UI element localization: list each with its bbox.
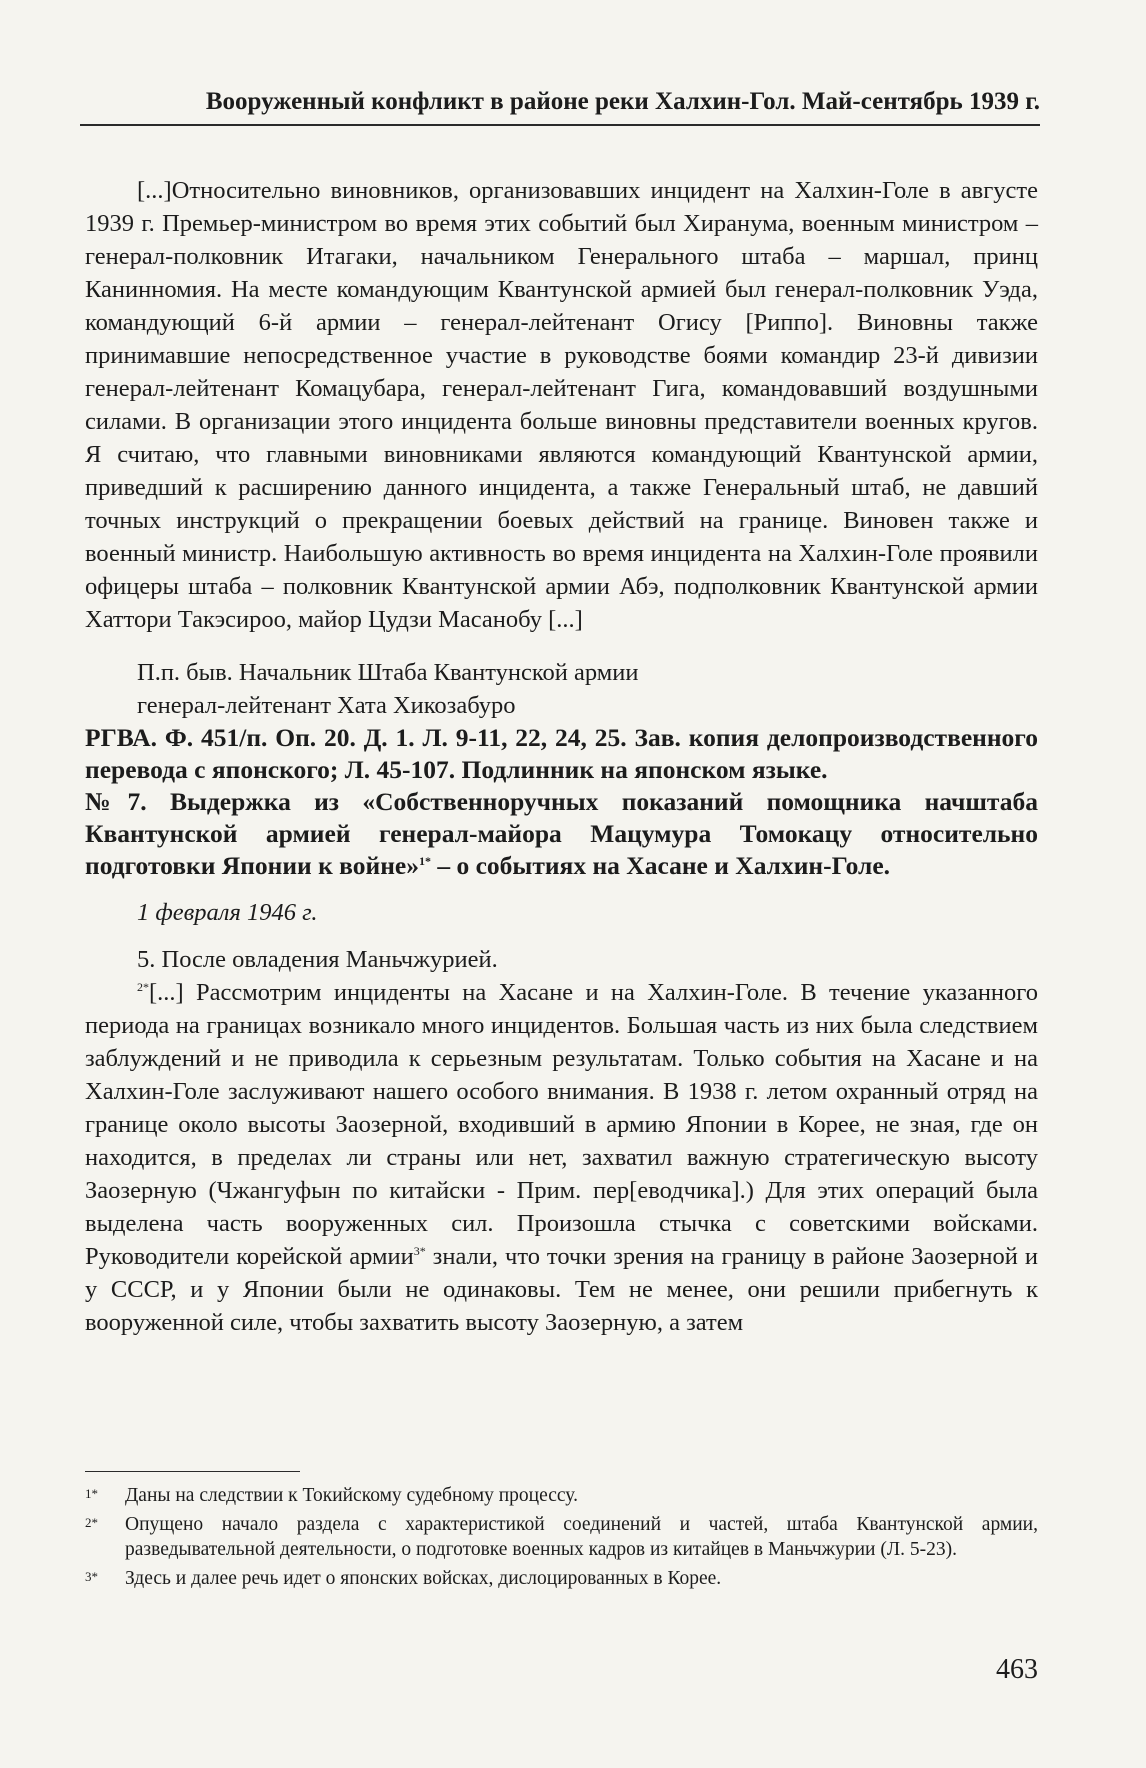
signature-block xyxy=(85,656,1038,722)
running-header: Вооруженный конфликт в районе реки Халхин-Гол. Май-сентябрь 1939 г. xyxy=(80,86,1040,126)
footnote-ref-3: 3* xyxy=(413,1244,426,1258)
footnote-text: Даны на следствии к Токийскому судебному процессу. xyxy=(125,1485,578,1506)
document-body-part2: знали, что точки зрения на границу в районе Заозерной и у СССР, и у Японии были не одинаковы. Тем не менее, они решили прибегнуть к вооруженной силе, чтобы захватить высоту Заозерную, а затем xyxy=(85,1243,1038,1336)
archive-reference: РГВА. Ф. 451/п. Оп. 20. Д. 1. Л. 9-11, 22, 24, 25. Зав. копия делопроизводственного перевода с японского; Л. 45-107. Подлинник на японском языке. xyxy=(85,723,1038,784)
section-title: 5. После овладения Маньчжурией. xyxy=(137,946,498,973)
testimony-paragraph: [...]Относительно виновников, организовавших инцидент на Халхин-Голе в августе 1939 г. Премьер-министром во время этих событий был Хиранума, военным министром – генерал-полковник Итагаки, начальником Генерального штаба – маршал, принц Канинномия. На месте командующим Квантунской армией был генерал-полковник Уэда, командующий 6-й армии – генерал-лейтенант Огису [Риппо]. Виновны также принимавшие непосредственное участие в руководстве боями командир 23-й дивизии генерал-лейтенант Комацубара, генерал-лейтенант Гига, командовавший воздушными силами. В организации этого инцидента больше виновны представители военных кругов. Я считаю, что главными виновниками являются командующий Квантунской армии, приведший к расширению данного инцидента, а также Генеральный штаб, не давший точных инструкций о прекращении боевых действий на границе. Виновен также и военный министр. Наибольшую активность во время инцидента на Халхин-Голе проявили офицеры штаба – полковник Квантунской армии Абэ, подполковник Квантунской армии Хаттори Такэсироо, майор Цудзи Масанобу [...] xyxy=(85,177,1038,633)
footnote-mark: 1* xyxy=(85,1486,98,1501)
signature-name: генерал-лейтенант Хата Хикозабуро xyxy=(137,692,516,719)
document-body-part1: [...] Рассмотрим инциденты на Хасане и на Халхин-Голе. В течение указанного периода на границах возникало много инцидентов. Большая часть из них была следствием заблуждений и не приводила к серьезным результатам. Только события на Хасане и на Халхин-Голе заслуживают нашего особого внимания. В 1938 г. летом охранный отряд на границе около высоты Заозерной, входивший в армию Японии в Корее, не зная, где он находится, в пределах ли страны или нет, захватил важную стратегическую высоту Заозерную (Чжангуфын по китайски - Прим. пер[еводчика].) Для этих операций была выделена часть вооруженных сил. Произошла стычка с советскими войсками. Руководители корейской армии xyxy=(85,979,1038,1270)
document-date: 1 февраля 1946 г. xyxy=(137,899,318,926)
document-heading xyxy=(85,786,1038,882)
signature-title: П.п. быв. Начальник Штаба Квантунской армии xyxy=(137,659,639,686)
main-text xyxy=(85,174,1038,1339)
footnote-text: Опущено начало раздела с характеристикой соединений и частей, штаба Квантунской армии, разведывательной деятельности, о подготовке военных кадров из китайцев в Маньчжурии (Л. 5-23). xyxy=(125,1514,1038,1560)
footnote-divider xyxy=(85,1471,300,1472)
document-body-paragraph xyxy=(85,976,1038,1339)
footnote-text: Здесь и далее речь идет о японских войсках, дислоцированных в Корее. xyxy=(125,1568,722,1589)
footnote-ref-2: 2* xyxy=(137,980,149,994)
document-heading-tail: – о событиях на Хасане и Халхин-Голе. xyxy=(430,851,891,880)
footnote xyxy=(85,1483,1038,1508)
footnote xyxy=(85,1566,1038,1591)
footnote-mark: 3* xyxy=(85,1569,98,1584)
document-heading-main: №7. Выдержка из «Собственноручных показаний помощника начштаба Квантунской армией генерал-майора Мацумура Томокацу относительно подготовки Японии к войне» xyxy=(85,787,1038,880)
page-number: 463 xyxy=(996,1654,1038,1685)
footnote xyxy=(85,1512,1038,1562)
footnote-mark: 2* xyxy=(85,1515,98,1530)
footnotes xyxy=(85,1483,1038,1595)
footnote-ref-1: 1* xyxy=(418,854,431,868)
